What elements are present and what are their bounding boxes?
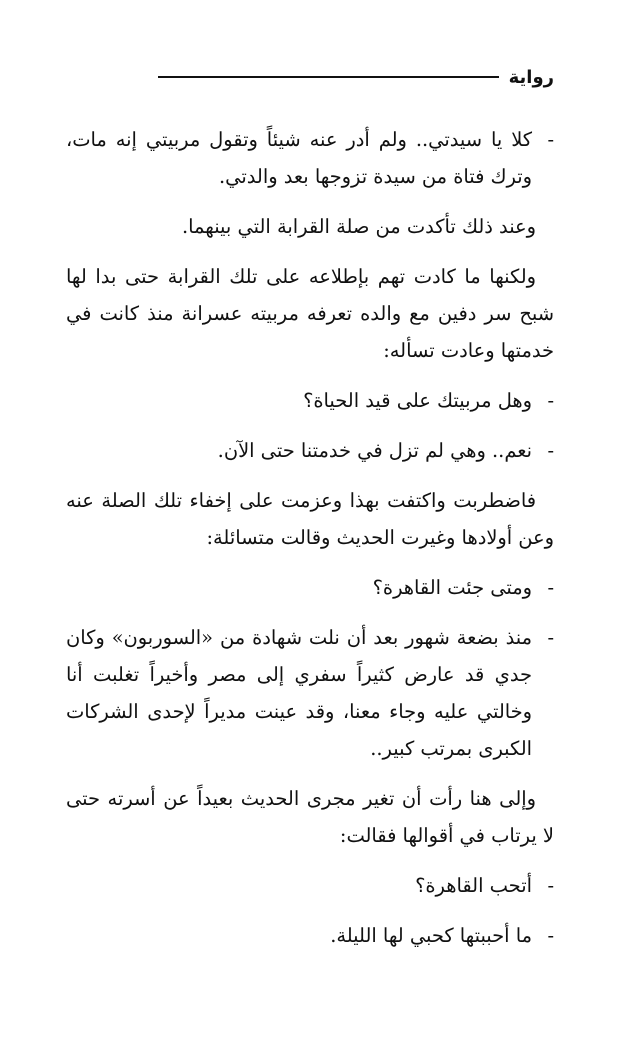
paragraph-text: نعم.. وهي لم تزل في خدمتنا حتى الآن. <box>217 439 532 462</box>
paragraph-text: أتحب القاهرة؟ <box>415 874 532 897</box>
paragraph-text: ما أحببتها كحبي لها الليلة. <box>330 924 532 947</box>
paragraph-text: منذ بضعة شهور بعد أن نلت شهادة من «السوربون» وكان جدي قد عارض كثيراً سفري إلى مصر وأخيراً تغلبت أنا وخالتي عليه وجاء معنا، وقد عينت مديراً لإحدى الشركات الكبرى بمرتب كبير.. <box>66 626 532 760</box>
dialogue-dash: - <box>547 874 554 897</box>
body-text <box>66 121 554 967</box>
dialogue-paragraph <box>66 619 554 767</box>
dialogue-paragraph <box>66 917 554 954</box>
header-rule <box>158 76 499 78</box>
narration-paragraph <box>66 482 554 556</box>
dialogue-paragraph <box>66 867 554 904</box>
paragraph-text: ومتى جئت القاهرة؟ <box>372 576 532 599</box>
dialogue-dash: - <box>547 389 554 412</box>
paragraph-text: وهل مربيتك على قيد الحياة؟ <box>303 389 532 412</box>
dialogue-dash: - <box>547 576 554 599</box>
narration-paragraph <box>66 208 554 245</box>
dialogue-paragraph <box>66 569 554 606</box>
dialogue-dash: - <box>547 128 554 151</box>
narration-paragraph <box>66 258 554 369</box>
dialogue-dash: - <box>547 924 554 947</box>
paragraph-text: ولكنها ما كادت تهم بإطلاعه على تلك القرابة حتى بدا لها شبح سر دفين مع والده تعرفه مربيته عسرانة منذ كانت في خدمتها وعادت تسأله: <box>66 265 554 362</box>
narration-paragraph <box>66 780 554 854</box>
dialogue-dash: - <box>547 626 554 649</box>
dialogue-paragraph <box>66 432 554 469</box>
dialogue-paragraph <box>66 382 554 419</box>
paragraph-text: وإلى هنا رأت أن تغير مجرى الحديث بعيداً عن أسرته حتى لا يرتاب في أقوالها فقالت: <box>66 787 554 847</box>
running-header <box>158 62 554 92</box>
paragraph-text: كلا يا سيدتي.. ولم أدر عنه شيئاً وتقول مربيتي إنه مات، وترك فتاة من سيدة تزوجها بعد والدتي. <box>66 128 532 188</box>
paragraph-text: فاضطربت واكتفت بهذا وعزمت على إخفاء تلك الصلة عنه وعن أولادها وغيرت الحديث وقالت متسائلة: <box>66 489 554 549</box>
dialogue-dash: - <box>547 439 554 462</box>
paragraph-text: وعند ذلك تأكدت من صلة القرابة التي بينهما. <box>181 215 536 238</box>
header-title: رواية <box>508 66 554 88</box>
dialogue-paragraph <box>66 121 554 195</box>
